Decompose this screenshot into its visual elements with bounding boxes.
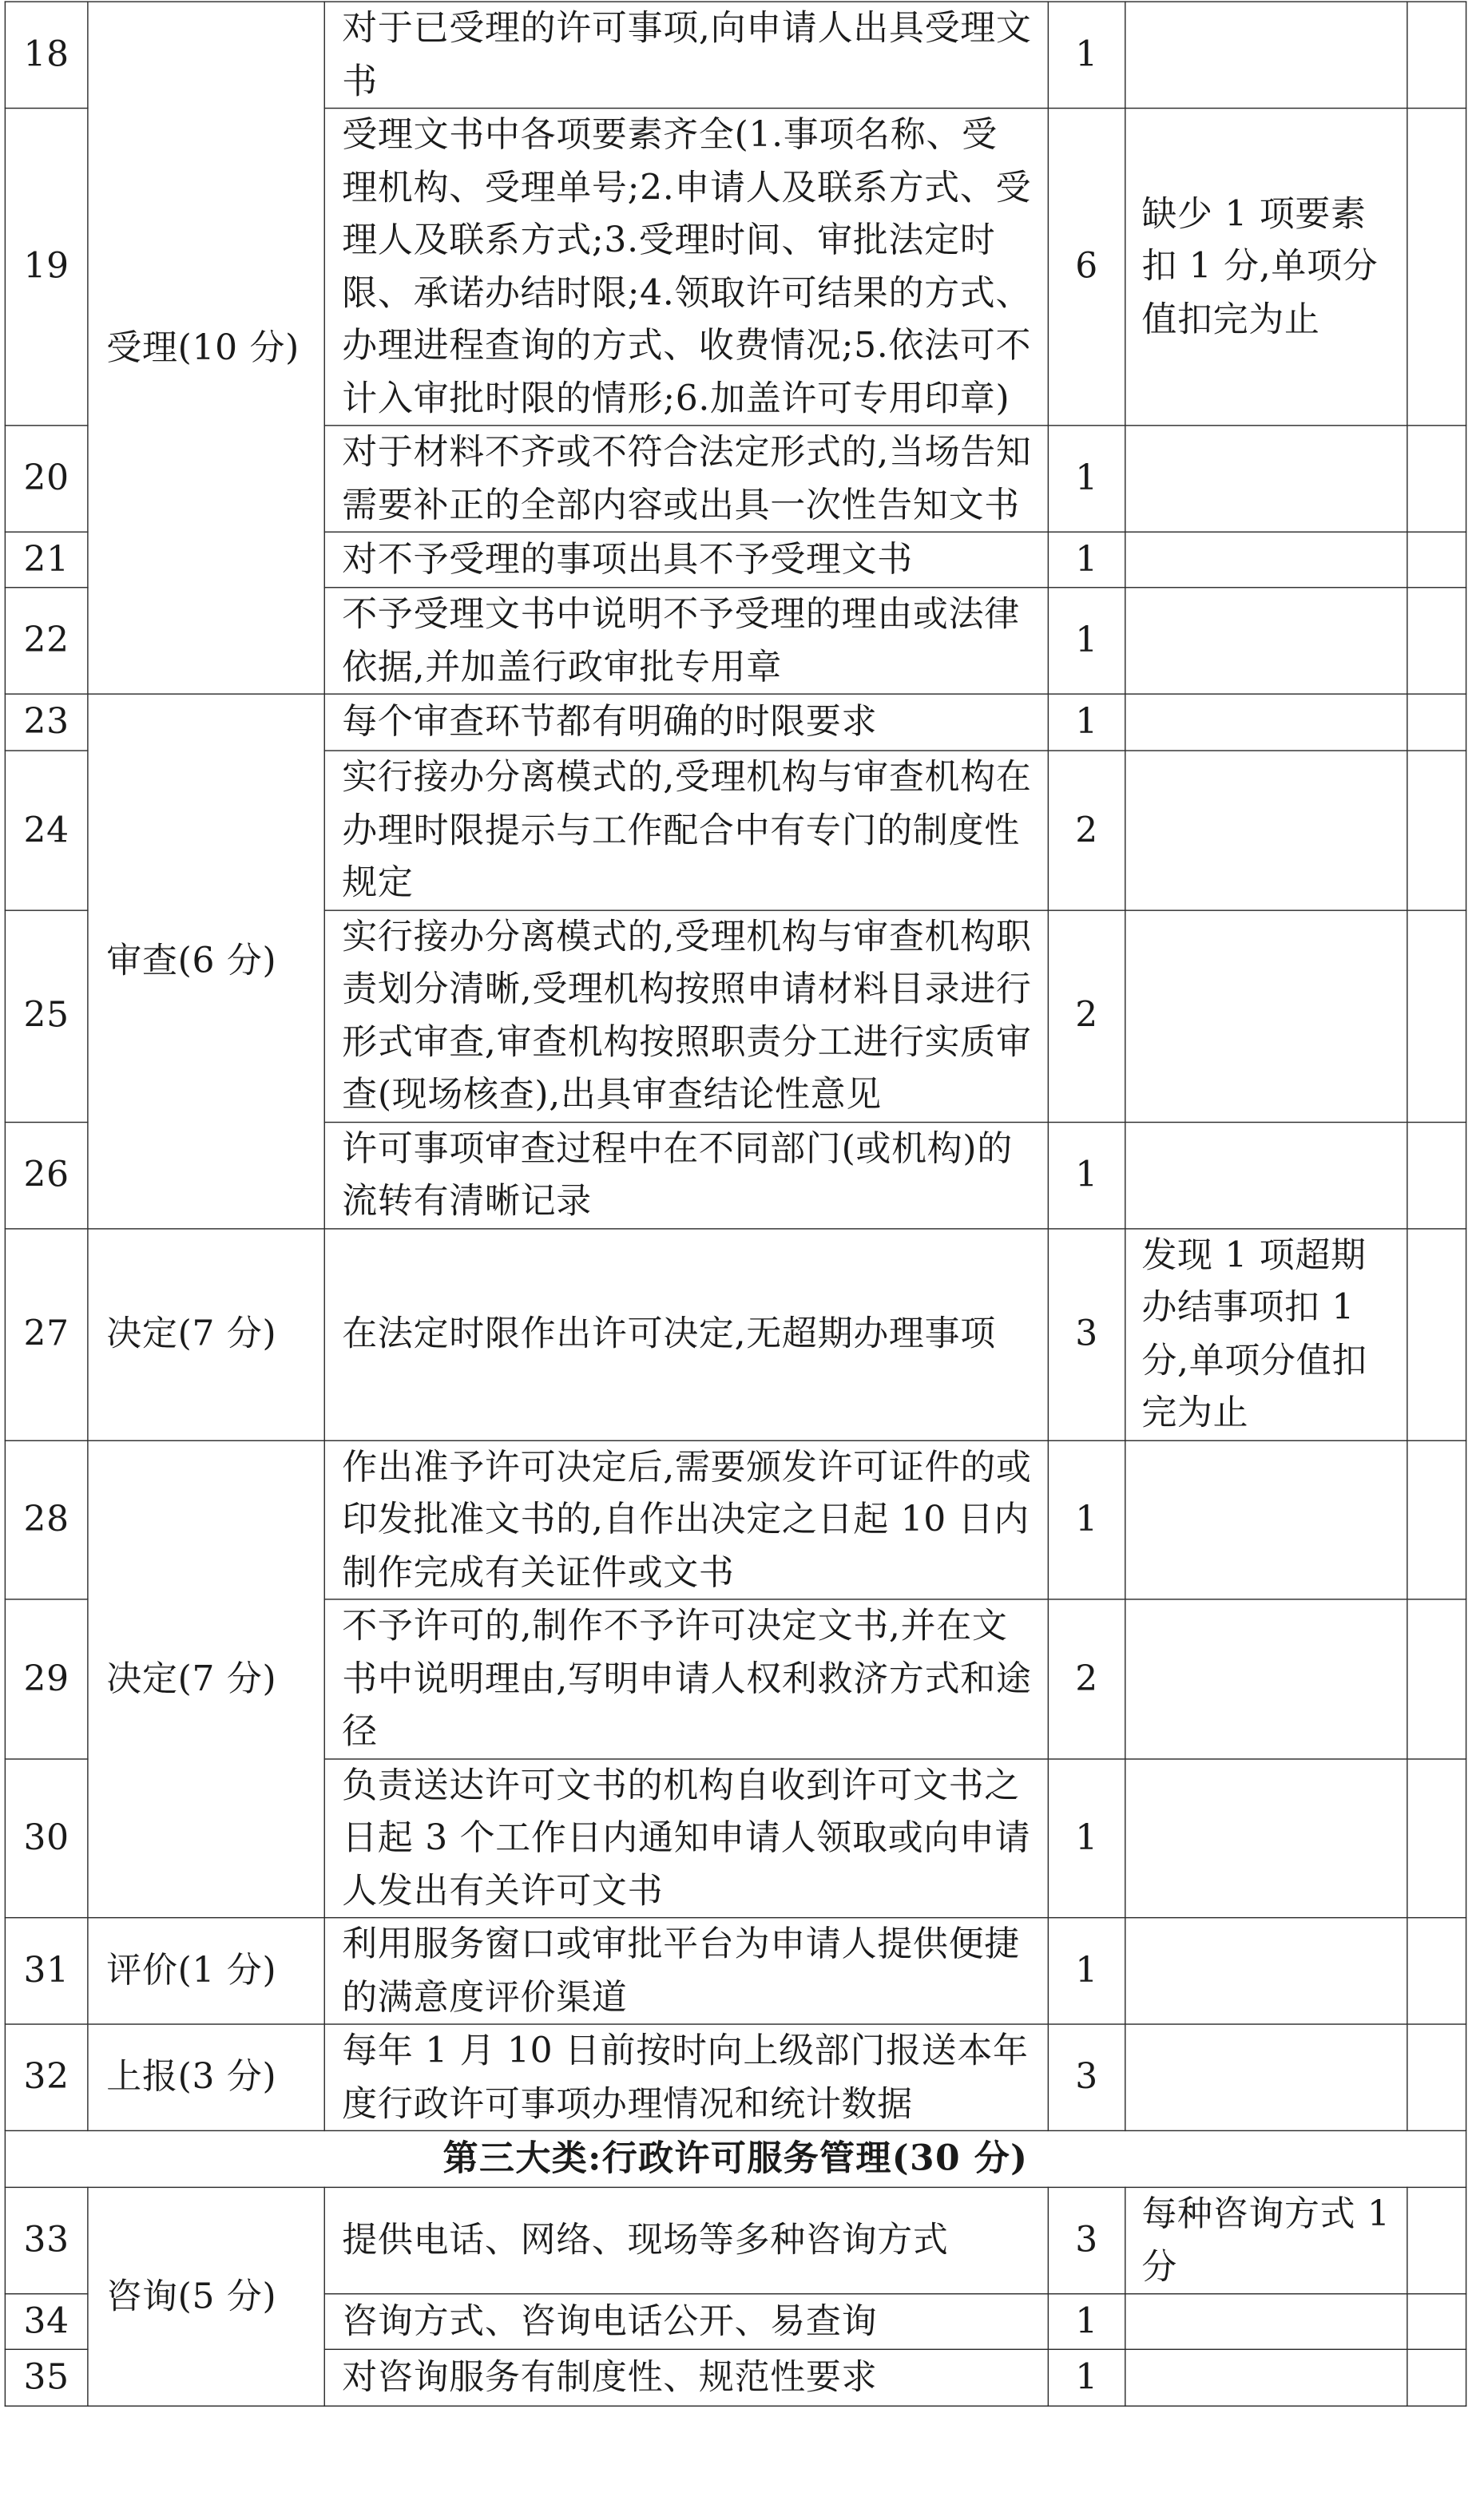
scoring-rule	[1125, 532, 1407, 588]
category-evaluate: 评价(1 分)	[88, 1918, 324, 2024]
item-score: 1	[1048, 1122, 1125, 1228]
item-description: 实行接办分离模式的,受理机构与审查机构在办理时限提示与工作配合中有专门的制度性规定	[324, 751, 1048, 909]
row-number: 22	[5, 588, 88, 694]
item-description: 对咨询服务有制度性、规范性要求	[324, 2349, 1048, 2406]
scoring-rule	[1125, 751, 1407, 909]
blank-cell	[1407, 751, 1466, 909]
section-heading-row	[5, 2130, 1466, 2187]
item-score: 6	[1048, 109, 1125, 426]
scoring-rule	[1125, 2294, 1407, 2350]
category-decide: 决定(7 分)	[88, 1228, 324, 1440]
blank-cell	[1407, 1122, 1466, 1228]
row-number: 28	[5, 1440, 88, 1599]
row-number: 26	[5, 1122, 88, 1228]
item-score: 2	[1048, 909, 1125, 1121]
item-score: 1	[1048, 532, 1125, 588]
table-row	[5, 2187, 1466, 2293]
blank-cell	[1407, 426, 1466, 532]
blank-cell	[1407, 2187, 1466, 2293]
blank-cell	[1407, 532, 1466, 588]
row-number: 21	[5, 532, 88, 588]
item-description: 对于材料不齐或不符合法定形式的,当场告知需要补正的全部内容或出具一次性告知文书	[324, 426, 1048, 532]
scoring-rule	[1125, 1440, 1407, 1599]
scoring-rule: 发现 1 项超期办结事项扣 1 分,单项分值扣完为止	[1125, 1228, 1407, 1440]
category-report: 上报(3 分)	[88, 2024, 324, 2130]
item-description: 提供电话、网络、现场等多种咨询方式	[324, 2187, 1048, 2293]
category-decide: 决定(7 分)	[88, 1440, 324, 1918]
row-number: 32	[5, 2024, 88, 2130]
item-description: 咨询方式、咨询电话公开、易查询	[324, 2294, 1048, 2350]
item-score: 1	[1048, 1758, 1125, 1917]
blank-cell	[1407, 2, 1466, 108]
category-consult: 咨询(5 分)	[88, 2187, 324, 2406]
item-score: 3	[1048, 1228, 1125, 1440]
scoring-rule	[1125, 2, 1407, 108]
item-description: 实行接办分离模式的,受理机构与审查机构职责划分清晰,受理机构按照申请材料目录进行形式审查,审查机构按照职责分工进行实质审查(现场核查),出具审查结论性意见	[324, 909, 1048, 1121]
scoring-rule	[1125, 588, 1407, 694]
item-score: 1	[1048, 426, 1125, 532]
blank-cell	[1407, 1599, 1466, 1758]
item-description: 作出准予许可决定后,需要颁发许可证件的或印发批准文书的,自作出决定之日起 10 日内制作完成有关证件或文书	[324, 1440, 1048, 1599]
row-number: 24	[5, 751, 88, 909]
row-number: 25	[5, 909, 88, 1121]
blank-cell	[1407, 1228, 1466, 1440]
category-review: 审查(6 分)	[88, 694, 324, 1228]
scoring-rule	[1125, 694, 1407, 751]
item-score: 1	[1048, 2294, 1125, 2350]
item-score: 2	[1048, 751, 1125, 909]
blank-cell	[1407, 909, 1466, 1121]
evaluation-table	[5, 1, 1467, 2407]
item-description: 受理文书中各项要素齐全(1.事项名称、受理机构、受理单号;2.申请人及联系方式、受理人及联系方式;3.受理时间、审批法定时限、承诺办结时限;4.领取许可结果的方式、办理进程查询的方式、收费情况;5.依法可不计入审批时限的情形;6.加盖许可专用印章)	[324, 109, 1048, 426]
item-score: 1	[1048, 2349, 1125, 2406]
item-description: 利用服务窗口或审批平台为申请人提供便捷的满意度评价渠道	[324, 1918, 1048, 2024]
item-score: 1	[1048, 1440, 1125, 1599]
row-number: 31	[5, 1918, 88, 2024]
table-row	[5, 694, 1466, 751]
table-row	[5, 1228, 1466, 1440]
scoring-rule	[1125, 1122, 1407, 1228]
blank-cell	[1407, 2294, 1466, 2350]
scoring-rule	[1125, 2349, 1407, 2406]
item-description: 对不予受理的事项出具不予受理文书	[324, 532, 1048, 588]
row-number: 33	[5, 2187, 88, 2293]
blank-cell	[1407, 1440, 1466, 1599]
item-score: 3	[1048, 2187, 1125, 2293]
section-heading: 第三大类:行政许可服务管理(30 分)	[5, 2130, 1466, 2187]
row-number: 27	[5, 1228, 88, 1440]
scoring-rule: 每种咨询方式 1 分	[1125, 2187, 1407, 2293]
item-description: 每个审查环节都有明确的时限要求	[324, 694, 1048, 751]
item-score: 3	[1048, 2024, 1125, 2130]
blank-cell	[1407, 1918, 1466, 2024]
item-score: 1	[1048, 694, 1125, 751]
blank-cell	[1407, 694, 1466, 751]
blank-cell	[1407, 2024, 1466, 2130]
row-number: 29	[5, 1599, 88, 1758]
row-number: 30	[5, 1758, 88, 1917]
scoring-rule	[1125, 1599, 1407, 1758]
row-number: 19	[5, 109, 88, 426]
scoring-rule: 缺少 1 项要素扣 1 分,单项分值扣完为止	[1125, 109, 1407, 426]
row-number: 23	[5, 694, 88, 751]
item-score: 2	[1048, 1599, 1125, 1758]
scoring-rule	[1125, 1758, 1407, 1917]
table-row	[5, 1918, 1466, 2024]
blank-cell	[1407, 109, 1466, 426]
table-row	[5, 1440, 1466, 1599]
item-description: 许可事项审查过程中在不同部门(或机构)的流转有清晰记录	[324, 1122, 1048, 1228]
category-accept: 受理(10 分)	[88, 2, 324, 694]
item-score: 1	[1048, 1918, 1125, 2024]
item-description: 每年 1 月 10 日前按时向上级部门报送本年度行政许可事项办理情况和统计数据	[324, 2024, 1048, 2130]
row-number: 20	[5, 426, 88, 532]
scoring-rule	[1125, 426, 1407, 532]
item-description: 不予受理文书中说明不予受理的理由或法律依据,并加盖行政审批专用章	[324, 588, 1048, 694]
blank-cell	[1407, 2349, 1466, 2406]
item-description: 不予许可的,制作不予许可决定文书,并在文书中说明理由,写明申请人权利救济方式和途径	[324, 1599, 1048, 1758]
table-row	[5, 2024, 1466, 2130]
item-score: 1	[1048, 2, 1125, 108]
row-number: 35	[5, 2349, 88, 2406]
row-number: 34	[5, 2294, 88, 2350]
table-row	[5, 2, 1466, 108]
blank-cell	[1407, 1758, 1466, 1917]
item-score: 1	[1048, 588, 1125, 694]
item-description: 负责送达许可文书的机构自收到许可文书之日起 3 个工作日内通知申请人领取或向申请人发出有关许可文书	[324, 1758, 1048, 1917]
row-number: 18	[5, 2, 88, 108]
scoring-rule	[1125, 909, 1407, 1121]
item-description: 在法定时限作出许可决定,无超期办理事项	[324, 1228, 1048, 1440]
scoring-rule	[1125, 2024, 1407, 2130]
scoring-rule	[1125, 1918, 1407, 2024]
item-description: 对于已受理的许可事项,向申请人出具受理文书	[324, 2, 1048, 108]
blank-cell	[1407, 588, 1466, 694]
